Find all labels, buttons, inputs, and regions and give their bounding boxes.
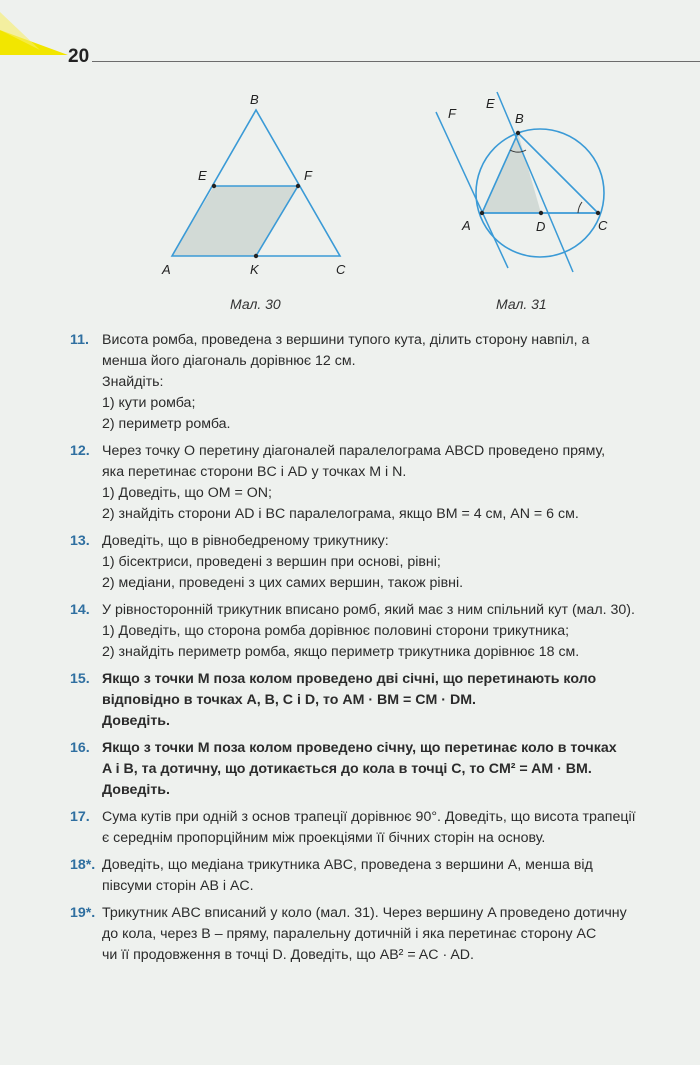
fig30-caption: Мал. 30: [230, 296, 281, 312]
problem-text: Доведіть, що в рівнобедреному трикутнику:: [102, 533, 389, 549]
fig30-label-b: B: [250, 92, 259, 107]
fig31-label-e: E: [486, 96, 495, 111]
problem-19: [70, 903, 692, 966]
problem-text: Якщо з точки M поза колом проведено січну, що перетинає коло в точках: [102, 740, 617, 756]
problem-number: 19*.: [70, 905, 96, 921]
problem-text: відповідно в точках A, B, C і D, то AM · BM = CM · DM.: [102, 692, 476, 708]
fig31-label-f: F: [448, 106, 456, 121]
figures-area: [0, 0, 700, 330]
problem-13: [70, 531, 692, 594]
fig30-label-c: C: [336, 262, 346, 277]
problem-text: до кола, через B – пряму, паралельну дотичній і яка перетинає сторону AC: [102, 926, 597, 942]
problem-text: 1) кути ромба;: [102, 395, 196, 411]
problem-text: є середнім пропорційним між проекціями її бічних сторін на основу.: [102, 830, 546, 846]
problem-11: [70, 330, 692, 435]
triangle-abd-shading: [482, 133, 541, 213]
problem-text: У рівносторонній трикутник вписано ромб, який має з ним спільний кут (мал. 30).: [102, 602, 635, 618]
fig31-label-d: D: [536, 219, 546, 234]
problem-text: 2) медіани, проведені з цих самих вершин, також рівні.: [102, 575, 464, 591]
fig31-label-a: A: [462, 218, 471, 233]
fig31-label-b: B: [515, 111, 524, 126]
problem-text: 1) Доведіть, що OM = ON;: [102, 485, 272, 501]
problem-18: [70, 855, 692, 897]
fig30-label-e: E: [198, 168, 207, 183]
problem-text: A і B, та дотичну, що дотикається до кола в точці C, то CM² = AM · BM.: [102, 761, 592, 777]
rhombus-shading: [172, 186, 298, 256]
problem-text: 2) знайдіть сторони AD і BC паралелограма, якщо BM = 4 см, AN = 6 см.: [102, 506, 579, 522]
problem-text: яка перетинає сторони BC і AD у точках M і N.: [102, 464, 407, 480]
problem-text: чи її продовження в точці D. Доведіть, що AB² = AC · AD.: [102, 947, 474, 963]
problem-text: Висота ромба, проведена з вершини тупого кута, ділить сторону навпіл, а: [102, 332, 590, 348]
problem-number: 12.: [70, 443, 90, 459]
problem-number: 16.: [70, 740, 90, 756]
problem-12: [70, 441, 692, 525]
problem-number: 11.: [70, 332, 89, 348]
problem-text: 2) знайдіть периметр ромба, якщо периметр трикутника дорівнює 18 см.: [102, 644, 580, 660]
problem-number: 13.: [70, 533, 90, 549]
fig31-label-c: C: [598, 218, 608, 233]
problem-text: Через точку O перетину діагоналей паралелограма ABCD проведено пряму,: [102, 443, 606, 459]
page-number: 20: [68, 46, 90, 67]
fig30-label-a: A: [162, 262, 171, 277]
fig31-caption: Мал. 31: [496, 296, 547, 312]
problem-text: менша його діагональ дорівнює 12 см.: [102, 353, 356, 369]
problem-14: [70, 600, 692, 663]
problem-15: [70, 669, 692, 732]
problem-text: Сума кутів при одній з основ трапеції дорівнює 90°. Доведіть, що висота трапеції: [102, 809, 636, 825]
problem-number: 15.: [70, 671, 90, 687]
problem-text: Доведіть.: [102, 713, 170, 729]
figure-31: [436, 92, 608, 312]
fig30-label-f: F: [304, 168, 312, 183]
problem-number: 18*.: [70, 857, 96, 873]
problem-text: Доведіть.: [102, 782, 170, 798]
problem-text: півсуми сторін AB і AC.: [102, 878, 254, 894]
problem-text: 2) периметр ромба.: [102, 416, 231, 432]
problem-text: 1) Доведіть, що сторона ромба дорівнює половині сторони трикутника;: [102, 623, 570, 639]
fig30-label-k: K: [250, 262, 259, 277]
problem-17: [70, 807, 692, 849]
problem-text: 1) бісектриси, проведені з вершин при основі, рівні;: [102, 554, 441, 570]
problem-list: [70, 330, 692, 972]
problem-text: Якщо з точки M поза колом проведено дві січні, що перетинають коло: [102, 671, 597, 687]
problem-text: Доведіть, що медіана трикутника ABC, проведена з вершини A, менша від: [102, 857, 593, 873]
problem-text: Трикутник ABC вписаний у коло (мал. 31). Через вершину A проведено дотичну: [102, 905, 627, 921]
problem-text: Знайдіть:: [102, 374, 164, 390]
problem-16: [70, 738, 692, 801]
figure-30: [161, 92, 346, 312]
problem-number: 17.: [70, 809, 90, 825]
problem-number: 14.: [70, 602, 90, 618]
